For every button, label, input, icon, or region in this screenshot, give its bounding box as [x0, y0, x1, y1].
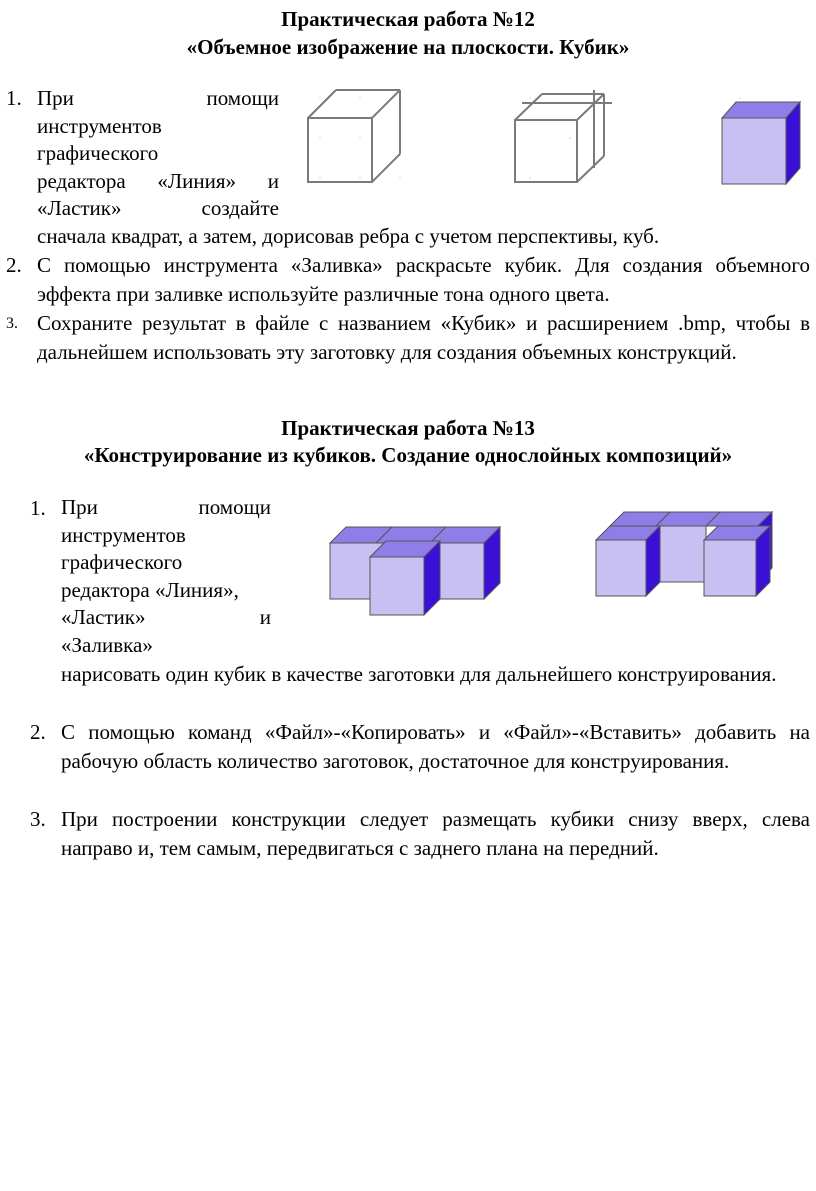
cube-arch [596, 512, 772, 596]
work13-item1-text [61, 494, 271, 659]
work13-title: Практическая работа №13 [281, 416, 535, 440]
work12-title: Практическая работа №12 [281, 7, 535, 31]
text-line: редактора «Линия», [61, 577, 239, 602]
work12-item1-text-continued: сначала квадрат, а затем, дорисовав ребра с учетом перспективы, куб. [37, 224, 660, 248]
work12-item3-text: Сохраните результат в файле с названием «Кубик» и расширением .bmp, чтобы в дальнейшем использовать эту заготовку для создания объемных конструкций. [37, 311, 810, 364]
work12-item1-text [37, 85, 279, 223]
work13-item1-number: 1. [30, 496, 46, 520]
wireframe-cube [308, 90, 400, 182]
cube-arch-illustration [594, 508, 784, 598]
work12-item1-number: 1. [6, 86, 22, 110]
cube-row [330, 527, 500, 615]
cube-steps-illustration [300, 88, 810, 198]
text-line: «Заливка» [61, 632, 153, 657]
work12-item2-number: 2. [6, 253, 22, 277]
work13-subtitle: «Конструирование из кубиков. Создание однослойных композиций» [83, 443, 733, 467]
work13-item3-number: 3. [30, 807, 46, 831]
work12-subtitle: «Объемное изображение на плоскости. Кубик» [186, 35, 630, 59]
work13-item1-text-continued: нарисовать один кубик в качестве заготовки для дальнейшего конструирования. [61, 662, 777, 686]
text-line: инструментов [61, 522, 186, 547]
work13-item3-text: При построении конструкции следует размещать кубики снизу вверх, слева направо и, тем самым, передвигаться с заднего плана на передний. [61, 807, 810, 860]
figure-cube-steps [300, 88, 810, 198]
work12-item3-number: 3. [6, 315, 18, 332]
text-line: графического [61, 550, 183, 574]
text-line: редактора «Линия» и [37, 168, 279, 193]
text-line: При помощи [37, 86, 279, 110]
text-line: «Ластик» создайте [37, 196, 279, 220]
cube-row-illustration [328, 525, 503, 620]
text-line: инструментов [37, 113, 162, 138]
work13-item2-number: 2. [30, 720, 46, 744]
text-line: графического [37, 141, 159, 165]
work13-item2-text: С помощью команд «Файл»-«Копировать» и «Файл»-«Вставить» добавить на рабочую область количество заготовок, достаточное для конструирования. [61, 720, 810, 773]
text-line: «Ластик» и [61, 605, 271, 629]
work12-item2-text: С помощью инструмента «Заливка» раскрасьте кубик. Для создания объемного эффекта при заливке используйте различные тона одного цвета. [37, 253, 810, 306]
construction-cube [515, 90, 612, 182]
figure-cube-arch [594, 508, 784, 598]
figure-cube-row [328, 525, 503, 620]
filled-cube [722, 102, 800, 184]
text-line: При помощи [61, 495, 271, 519]
